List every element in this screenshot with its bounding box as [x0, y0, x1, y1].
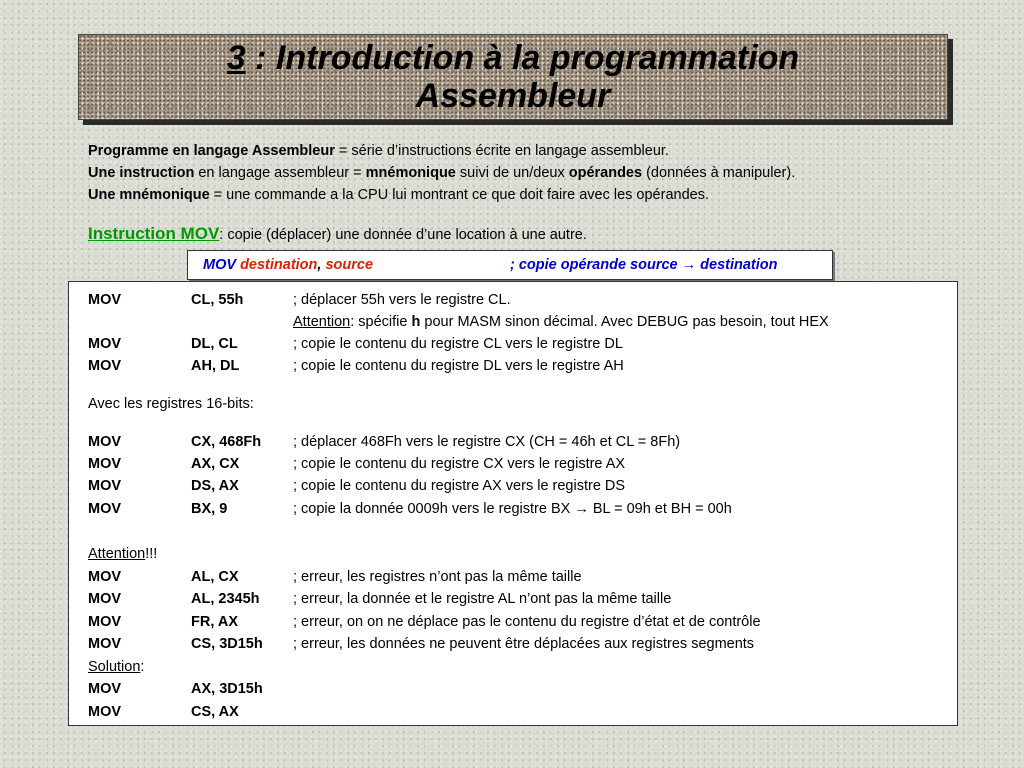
code-row: MOV DS, AX ; copie le contenu du registre AX vers le registre DS: [88, 478, 626, 494]
code-row: MOV AX, 3D15h: [88, 681, 263, 697]
section-label-16bit: Avec les registres 16-bits:: [88, 396, 254, 412]
syntax-mnemonic: MOV: [203, 257, 237, 273]
intro-line-instruction: Une instruction en langage assembleur = mnémonique suivi de un/deux opérandes (données à manipuler).: [88, 165, 796, 181]
attention-note: Attention: spécifie h pour MASM sinon décimal. Avec DEBUG pas besoin, tout HEX: [293, 314, 829, 330]
syntax-comma: ,: [317, 257, 322, 273]
slide-title-text: : Introduction à la programmation: [245, 39, 800, 77]
code-row: MOV AL, 2345h ; erreur, la donnée et le registre AL n’ont pas la même taille: [88, 591, 672, 607]
mov-heading-label: Instruction MOV: [88, 224, 220, 243]
intro-line-program: Programme en langage Assembleur = série d’instructions écrite en langage assembleur.: [88, 143, 669, 159]
code-row: MOV CS, 3D15h ; erreur, les données ne peuvent être déplacées aux registres segments: [88, 636, 755, 652]
slide-title-line-2: Assembleur: [415, 77, 611, 115]
solution-label: Solution:: [88, 659, 145, 675]
intro-definitions: [88, 140, 795, 206]
code-row: MOV CL, 55h ; déplacer 55h vers le registre CL.: [88, 292, 511, 308]
code-row: MOV DL, CL ; copie le contenu du registre CL vers le registre DL: [88, 336, 623, 352]
mov-syntax-box: [187, 250, 833, 280]
code-row: MOV FR, AX ; erreur, on on ne déplace pas le contenu du registre d’état et de contrôle: [88, 614, 761, 630]
code-row: MOV AX, CX ; copie le contenu du registre CX vers le registre AX: [88, 456, 626, 472]
syntax-destination: destination: [240, 257, 318, 273]
mov-heading-description: : copie (déplacer) une donnée d’une location à une autre.: [219, 227, 587, 243]
arrow-right-icon: →: [681, 257, 697, 273]
attention-warning: Attention!!!: [88, 546, 158, 562]
code-row: MOV AL, CX ; erreur, les registres n’ont pas la même taille: [88, 569, 582, 585]
mov-section-heading: [88, 224, 587, 244]
code-row: MOV BX, 9 ; copie la donnée 0009h vers le registre BX → BL = 09h et BH = 00h: [88, 501, 732, 517]
slide-title-line-1: [79, 39, 947, 77]
code-row: MOV AH, DL ; copie le contenu du registre DL vers le registre AH: [88, 358, 624, 374]
intro-line-mnemonic: Une mnémonique = une commande a la CPU lui montrant ce que doit faire avec les opérandes.: [88, 187, 709, 203]
syntax-comment: ; copie opérande source → destination: [510, 257, 778, 273]
syntax-source: source: [325, 257, 374, 273]
code-examples-box: [68, 281, 958, 726]
code-row: MOV CS, AX: [88, 704, 239, 720]
slide-title-banner: [78, 34, 948, 120]
code-row: MOV CX, 468Fh ; déplacer 468Fh vers le registre CX (CH = 46h et CL = 8Fh): [88, 434, 681, 450]
slide-number: 3: [226, 39, 246, 77]
